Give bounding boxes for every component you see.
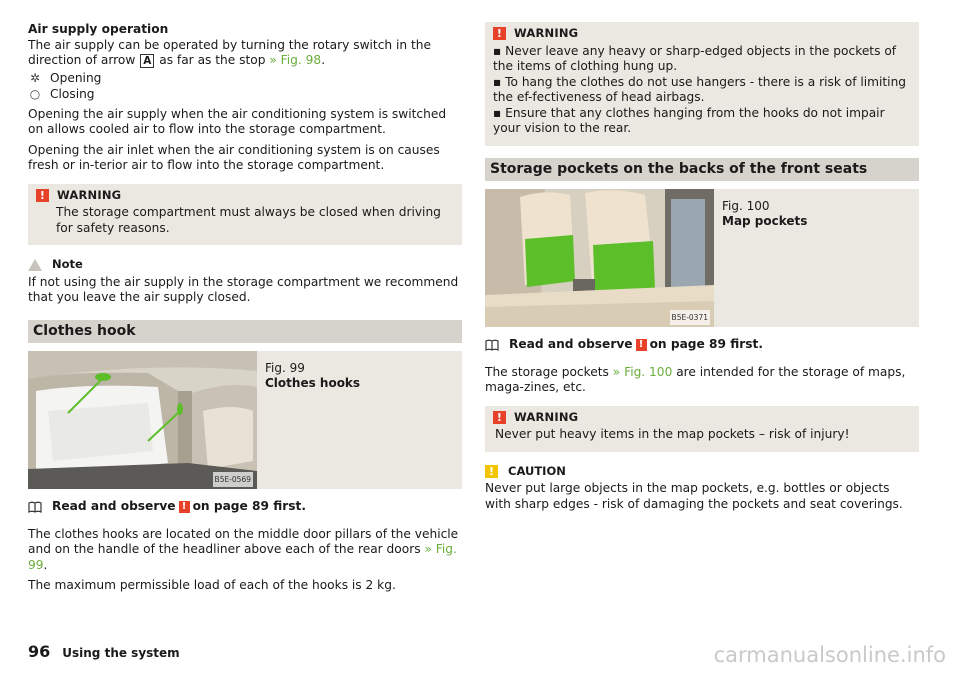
section-title-storage-pockets: Storage pockets on the backs of the front seats bbox=[485, 158, 919, 182]
note-icon bbox=[28, 259, 42, 271]
air-supply-para-1: Opening the air supply when the air conditioning system is switched on allows cooled air to flow into the storage compartment. bbox=[28, 106, 447, 136]
circle-icon: ○ bbox=[29, 87, 41, 101]
fig-100-link[interactable]: » Fig. 100 bbox=[612, 364, 673, 379]
storage-pockets-para bbox=[485, 365, 919, 396]
page-number: 96 bbox=[28, 642, 51, 661]
warning-icon: ! bbox=[179, 501, 190, 513]
fig-99-link[interactable]: » Fig. 99 bbox=[28, 542, 457, 572]
read-observe-b: on page 89 first. bbox=[649, 337, 763, 351]
watermark: carmanualsonline.info bbox=[713, 643, 946, 667]
book-icon bbox=[485, 338, 499, 352]
warning-box-clothes bbox=[485, 22, 919, 146]
warning-text: Never put heavy items in the map pockets – risk of injury! bbox=[495, 427, 850, 441]
warning-header bbox=[493, 410, 911, 426]
figure-100-number: Fig. 100 bbox=[722, 199, 770, 213]
figure-99-code: B5E-0569 bbox=[213, 472, 253, 488]
air-supply-intro-arrow: arrow bbox=[100, 53, 136, 67]
air-supply-intro bbox=[28, 38, 462, 69]
air-supply-para-2: Opening the air inlet when the air conditioning system is on causes fresh or in-terior air to flow into the storage compartment. bbox=[28, 142, 440, 172]
warning-icon: ! bbox=[493, 27, 506, 40]
note-header bbox=[28, 257, 462, 273]
storage-pockets-para-b: are intended for the storage of maps, maga-zines, etc. bbox=[485, 364, 906, 394]
warning-header bbox=[493, 26, 911, 42]
clothes-hook-para-1-end: . bbox=[43, 557, 48, 572]
read-observe-line bbox=[28, 499, 462, 515]
air-supply-intro-line1: The air supply can be operated by turning the rotary switch in the direction of bbox=[28, 37, 431, 67]
figure-99 bbox=[28, 351, 462, 489]
clothes-hook-para-2: The maximum permissible load of each of the hooks is 2 kg. bbox=[28, 578, 396, 592]
fig-98-link[interactable]: » Fig. 98 bbox=[269, 53, 322, 67]
note-text: If not using the air supply in the storage compartment we recommend that you leave the air supply closed. bbox=[28, 274, 459, 304]
map-pockets-illustration bbox=[485, 189, 714, 327]
warning-text: The storage compartment must always be closed when driving for safety reasons. bbox=[56, 205, 441, 235]
warning-header bbox=[36, 188, 454, 204]
figure-100 bbox=[485, 189, 919, 327]
caution-text: Never put large objects in the map pockets, e.g. bottles or objects with sharp edges - risk of damaging the pockets and seat coverings. bbox=[485, 481, 903, 511]
read-observe-b: on page 89 first. bbox=[192, 499, 306, 513]
figure-99-number: Fig. 99 bbox=[265, 361, 305, 375]
arrow-key-label: A bbox=[140, 54, 154, 68]
read-observe-a: Read and observe bbox=[52, 499, 176, 513]
opening-label: Opening bbox=[50, 70, 102, 85]
warning-box-map-pockets bbox=[485, 406, 919, 452]
figure-99-title: Clothes hooks bbox=[265, 376, 361, 390]
opening-row bbox=[28, 71, 462, 87]
figure-100-title: Map pockets bbox=[722, 214, 808, 228]
page-footer bbox=[28, 644, 180, 662]
storage-pockets-para-a: The storage pockets bbox=[485, 364, 609, 379]
warning-box-storage bbox=[28, 184, 462, 246]
warning-item-1: ▪ Never leave any heavy or sharp-edged objects in the pockets of the items of clothing hung up. bbox=[493, 43, 897, 73]
caution-header bbox=[485, 464, 919, 480]
air-supply-intro-stop: as far as the stop bbox=[159, 53, 266, 67]
warning-label: WARNING bbox=[514, 409, 579, 424]
warning-icon: ! bbox=[36, 189, 49, 202]
note-label: Note bbox=[52, 257, 83, 271]
clothes-hook-para-1-text: The clothes hooks are located on the middle door pillars of the vehicle and on the handle of the headliner above each of the rear doors bbox=[28, 526, 459, 556]
page-section-title: Using the system bbox=[62, 646, 180, 660]
clothes-hook-photo bbox=[28, 351, 257, 489]
book-icon bbox=[28, 500, 42, 514]
caution-icon: ! bbox=[485, 465, 498, 478]
clothes-hook-para-1 bbox=[28, 527, 462, 574]
closing-row bbox=[28, 87, 462, 103]
section-title-clothes-hook: Clothes hook bbox=[28, 320, 462, 344]
left-column bbox=[28, 22, 462, 599]
read-observe-a: Read and observe bbox=[509, 337, 633, 351]
read-observe-line bbox=[485, 337, 919, 353]
closing-label: Closing bbox=[50, 87, 95, 101]
warning-label: WARNING bbox=[57, 187, 122, 202]
warning-label: WARNING bbox=[514, 26, 579, 40]
warning-icon: ! bbox=[493, 411, 506, 424]
warning-item-3: ▪ Ensure that any clothes hanging from the hooks do not impair your vision to the rear. bbox=[493, 105, 885, 135]
right-column bbox=[485, 22, 919, 517]
air-supply-intro-end: . bbox=[321, 53, 326, 67]
caution-label: CAUTION bbox=[508, 463, 566, 478]
warning-item-2: ▪ To hang the clothes do not use hangers - there is a risk of limiting the ef-fectiveness of head airbags. bbox=[493, 74, 907, 104]
clothes-hook-illustration bbox=[28, 351, 257, 489]
map-pockets-photo bbox=[485, 189, 714, 327]
figure-99-caption bbox=[257, 351, 368, 489]
air-supply-heading: Air supply operation bbox=[28, 22, 169, 36]
figure-100-code: B5E-0371 bbox=[670, 310, 710, 326]
figure-100-caption bbox=[714, 189, 815, 327]
warning-icon: ! bbox=[636, 339, 647, 351]
snowflake-icon: ✲ bbox=[29, 70, 41, 85]
